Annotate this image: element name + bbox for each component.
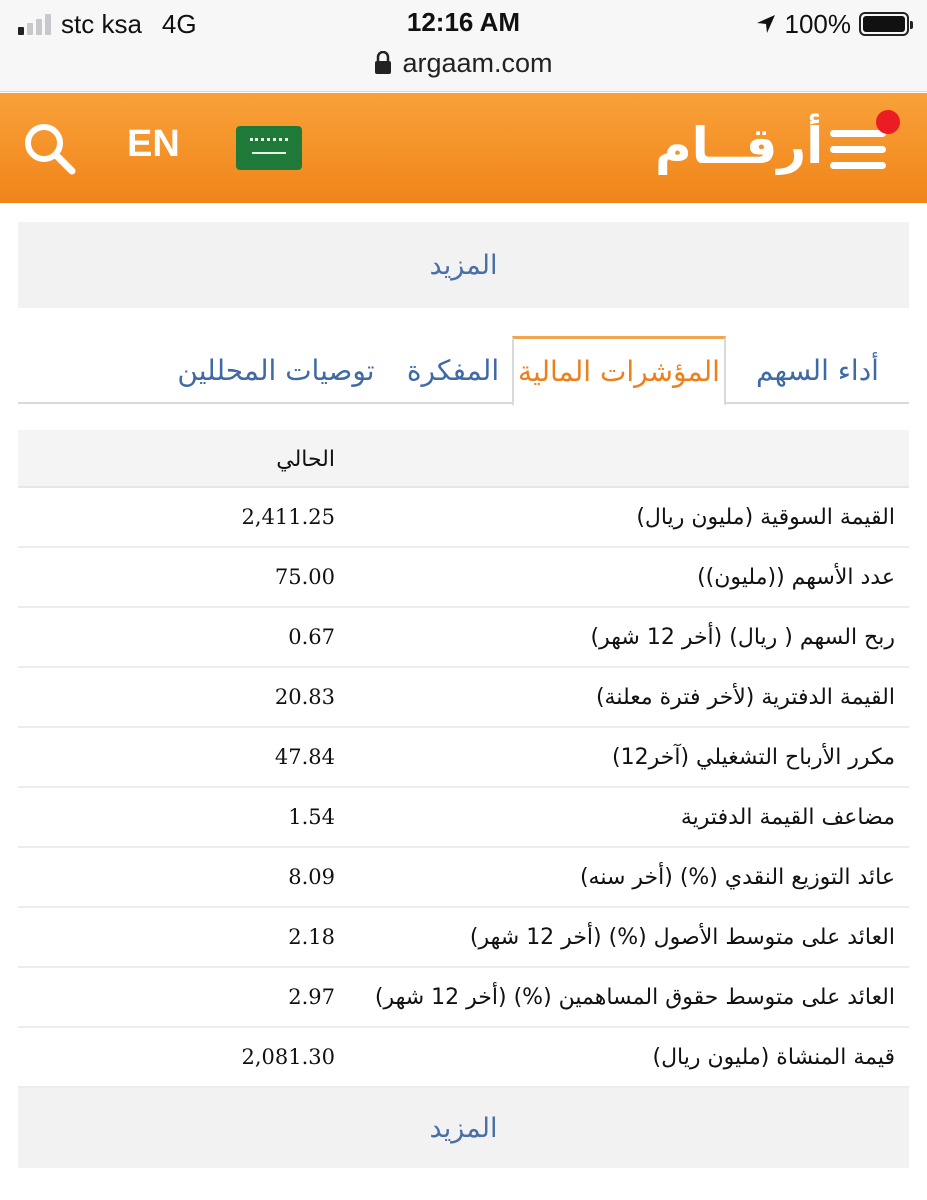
notification-dot	[876, 110, 900, 134]
table-row	[18, 608, 909, 668]
table-row	[18, 848, 909, 908]
saudi-flag-icon[interactable]	[236, 126, 302, 170]
row-label: مكرر الأرباح التشغيلي (آخر12)	[612, 744, 895, 770]
site-logo[interactable]: أرقــام	[655, 117, 824, 175]
row-value: 1.54	[288, 805, 335, 829]
table-row	[18, 908, 909, 968]
carrier-name: stc ksa	[61, 8, 142, 39]
row-value: 2,081.30	[241, 1045, 335, 1069]
tab-bar	[18, 336, 909, 404]
table-row	[18, 728, 909, 788]
row-label: مضاعف القيمة الدفترية	[680, 804, 895, 830]
more-link-bottom[interactable]: المزيد	[429, 1112, 498, 1144]
row-value: 2,411.25	[241, 505, 335, 529]
location-icon	[755, 13, 777, 35]
column-header-current: الحالي	[276, 446, 335, 472]
battery-icon	[859, 12, 909, 36]
hamburger-menu-icon[interactable]	[830, 130, 886, 170]
status-right	[755, 8, 910, 40]
row-label: القيمة الدفترية (لأخر فترة معلنة)	[595, 684, 895, 710]
url-text[interactable]: argaam.com	[402, 47, 553, 78]
status-time: 12:16 AM	[406, 7, 521, 37]
search-icon	[22, 121, 78, 177]
network-type: 4G	[161, 8, 197, 39]
lock-icon	[374, 51, 392, 75]
row-label: العائد على متوسط حقوق المساهمين (%) (أخر 12 شهر)	[374, 984, 895, 1010]
row-label: القيمة السوقية (مليون ريال)	[636, 504, 895, 530]
row-value: 8.09	[288, 865, 335, 889]
row-label: عائد التوزيع النقدي (%) (أخر سنه)	[579, 864, 895, 890]
tab-analyst-recommendations[interactable]: توصيات المحللين	[177, 353, 375, 387]
tab-stock-performance[interactable]: أداء السهم	[756, 353, 879, 387]
table-row	[18, 1028, 909, 1088]
search-button[interactable]	[22, 121, 78, 177]
more-link-top[interactable]: المزيد	[429, 249, 498, 281]
row-label: ربح السهم ( ريال) (أخر 12 شهر)	[590, 624, 895, 650]
battery-percent: 100%	[784, 8, 851, 39]
row-value: 75.00	[274, 565, 335, 589]
table-row	[18, 668, 909, 728]
site-header	[0, 93, 927, 203]
row-label: العائد على متوسط الأصول (%) (أخر 12 شهر)	[469, 924, 895, 950]
tab-calendar[interactable]: المفكرة	[406, 353, 500, 387]
row-value: 20.83	[274, 685, 335, 709]
table-row	[18, 548, 909, 608]
table-header-row	[18, 430, 909, 488]
financial-indicators-table	[18, 430, 909, 1088]
more-panel-bottom	[18, 1088, 909, 1168]
row-value: 2.18	[288, 925, 335, 949]
language-switch-button[interactable]: EN	[127, 123, 180, 165]
url-bar[interactable]	[0, 48, 927, 92]
row-label: قيمة المنشاة (مليون ريال)	[652, 1044, 895, 1070]
row-value: 47.84	[274, 745, 335, 769]
tab-financial-indicators[interactable]: المؤشرات المالية	[512, 336, 726, 406]
row-value: 2.97	[288, 985, 335, 1009]
status-bar	[0, 0, 927, 48]
row-value: 0.67	[288, 625, 335, 649]
table-row	[18, 488, 909, 548]
table-row	[18, 968, 909, 1028]
row-label: عدد الأسهم ((مليون))	[697, 564, 895, 590]
more-panel-top	[18, 222, 909, 308]
table-row	[18, 788, 909, 848]
